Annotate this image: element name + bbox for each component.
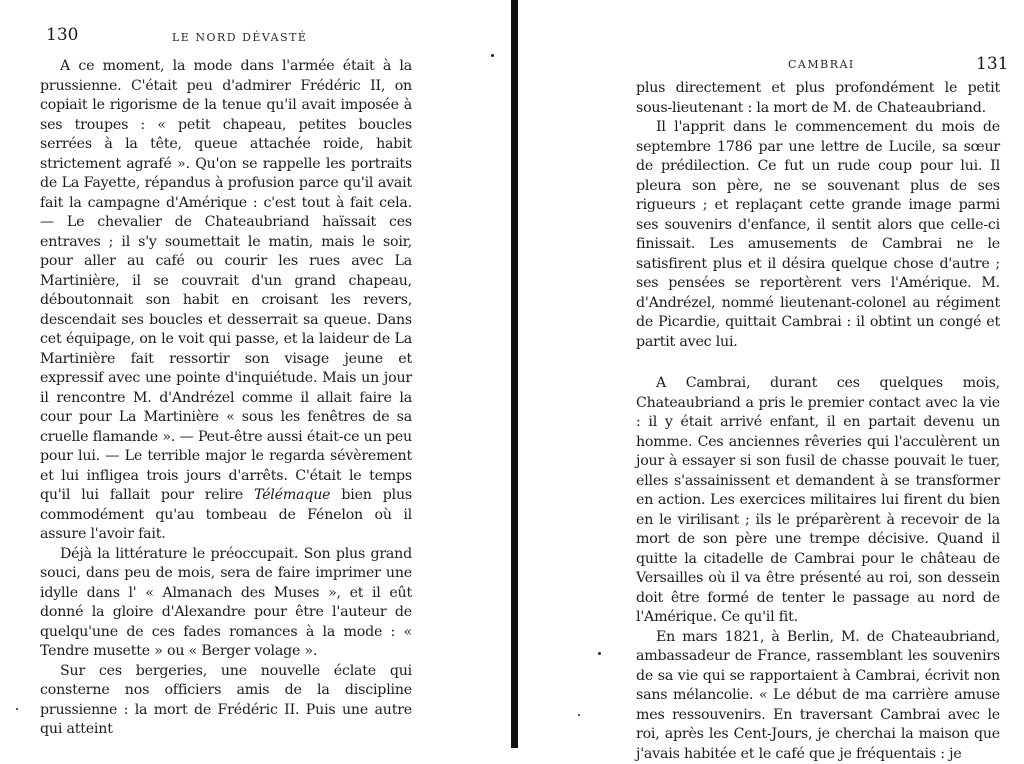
- right-paragraph-1: plus directement et plus profondément le petit sous-lieutenant : la mort de M. de Chateaubriand.: [636, 79, 1000, 118]
- scan-speck: [578, 714, 580, 716]
- italic-title: Télémaque: [254, 487, 330, 503]
- left-paragraph-1: A ce moment, la mode dans l'armée était à la prussienne. C'était peu d'admirer Frédéric II, on copiait le rigorisme de la tenue qu'il avait imposée à ses troupes : « petit chapeau, petites boucles serrées à la tête, queue attachée roide, habit strictement agrafé ». Qu'on se rappelle les portraits de La Fayette, répandus à profusion parce qu'il avait fait la campagne d'Amérique : c'est tout à fait cela. — Le chevalier de Chateaubriand haïssait ces entraves ; il s'y soumettait le matin, mais le soir, pour aller au café ou courir les rues avec La Martinière, il se couvrait d'un grand chapeau, déboutonnait son habit en croisant les revers, descendait ses boucles et desserrait sa queue. Dans cet équipage, on le voit qui passe, et la laideur de La Martinière fait ressortir son visage jeune et expressif avec une pointe d'inquiétude. Mais un jour il rencontre M. d'Andrézel comme il allait faire la cour pour La Martinière « sous les fenêtres de sa cruelle flamande ». — Peut-être aussi était-ce un peu pour lui. — Le terrible major le regarda sévèrement et lui infligea trois jours d'arrêts. C'était le temps qu'il lui fallait pour relire Télémaque bien plus commodément qu'au tombeau de Fénelon où il assure l'avoir fait.: [40, 57, 412, 545]
- left-page: [0, 0, 510, 748]
- left-page-number: 130: [46, 25, 78, 45]
- left-running-head: LE NORD DÉVASTÉ: [172, 31, 307, 44]
- left-paragraph-3: Sur ces bergeries, une nouvelle éclate qui consterne nos officiers amis de la discipline prussienne : la mort de Frédéric II. Puis une autre qui atteint: [40, 662, 412, 740]
- right-paragraph-4: En mars 1821, à Berlin, M. de Chateaubriand, ambassadeur de France, rassemblant les souvenirs de sa vie qui se rapportaient à Cambrai, écrivit non sans mélancolie. « Le début de ma carrière amuse mes ressouvenirs. En traversant Cambrai avec le roi, après les Cent-Jours, je cherchai la maison que j'avais habitée et le café que je fréquentais : je: [636, 628, 1000, 764]
- book-gutter: [511, 0, 518, 748]
- right-page-body: [636, 79, 1000, 764]
- scan-speck: [598, 652, 601, 655]
- scan-speck: [16, 708, 18, 710]
- left-page-body: [40, 57, 412, 740]
- left-paragraph-2: Déjà la littérature le préoccupait. Son plus grand souci, dans peu de mois, sera de faire imprimer une idylle dans l' « Almanach des Muses », et il eût donné la gloire d'Alexandre pour être l'auteur de quelqu'une de ces fades romances à la mode : « Tendre musette » ou « Berger volage ».: [40, 545, 412, 662]
- right-page: [522, 0, 1024, 748]
- right-paragraph-3: A Cambrai, durant ces quelques mois, Chateaubriand a pris le premier contact avec la vie : il y était arrivé enfant, il en partait devenu un homme. Ces anciennes rêveries qui l'acculèrent un jour à essayer si son fusil de chasse pouvait le tuer, elles s'assainissent et demandent à se transformer en action. Les exercices militaires lui firent du bien en le virilisant ; ils le préparèrent à recevoir de la mort de son père une trempe décisive. Quand il quitte la citadelle de Cambrai pour le château de Versailles où il va être présenté au roi, son dessein doit être formé de tenter le passage au nord de l'Amérique. Ce qu'il fit.: [636, 374, 1000, 628]
- scan-speck: [491, 54, 494, 57]
- right-running-head: CAMBRAI: [788, 58, 855, 71]
- right-page-number: 131: [976, 54, 1008, 74]
- right-paragraph-2: Il l'apprit dans le commencement du mois de septembre 1786 par une lettre de Lucile, sa sœur de prédilection. Ce fut un rude coup pour lui. Il pleura son père, ne se souvenant plus de ses rigueurs ; et replaçant cette grande image parmi ses souvenirs d'enfance, il sentit alors que celle-ci finissait. Les amusements de Cambrai ne le satisfirent plus et il désira quelque chose d'autre ; ses pensées se reportèrent vers l'Amérique. M. d'Andrézel, nommé lieutenant-colonel au régiment de Picardie, quittait Cambrai : il obtint un congé et partit avec lui.: [636, 118, 1000, 352]
